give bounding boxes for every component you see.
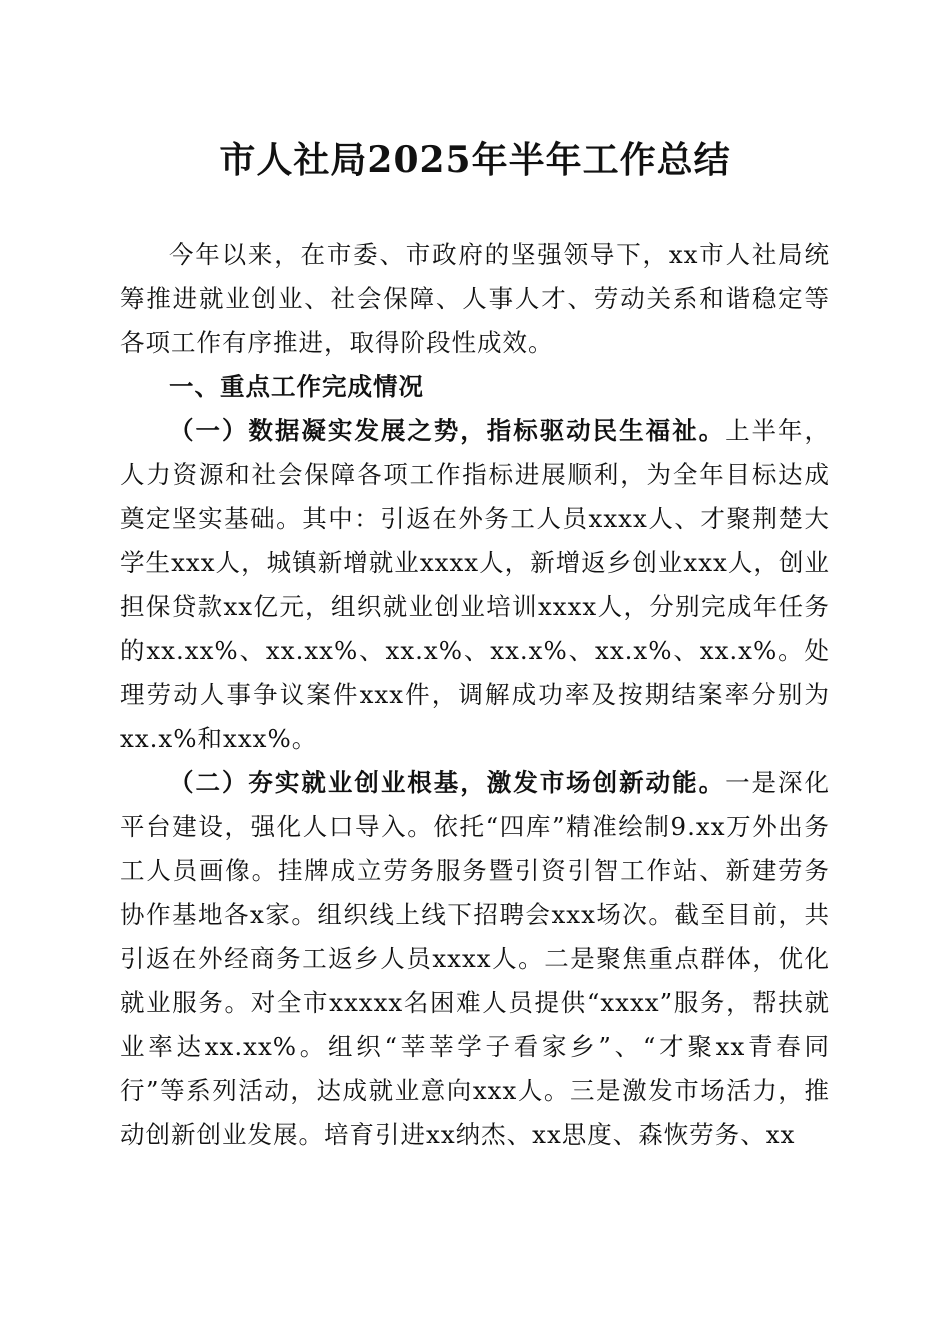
paragraph-2-text: 一是深化平台建设，强化人口导入。依托“四库”精准绘制9.xx万外出务工人员画像。挂牌成立劳务服务暨引资引智工作站、新建劳务协作基地各x家。组织线上线下招聘会xxx场次。截至目前，共引返在外经商务工返乡人员xxxx人。二是聚焦重点群体，优化就业服务。对全市xxxxx名困难人员提供“xxxx”服务，帮扶就业率达xx.xx%。组织“莘莘学子看家乡”、“才聚xx青春同行”等系列活动，达成就业意向xxx人。三是激发市场活力，推动创新创业发展。培育引进xx纳杰、xx思度、森恢劳务、xx (120, 768, 830, 1149)
document-title: 市人社局2025年半年工作总结 (219, 139, 731, 181)
paragraph-2-lead: （二）夯实就业创业根基，激发市场创新动能。 (169, 768, 726, 797)
section-heading: 一、重点工作完成情况 (169, 372, 424, 401)
intro-paragraph: 今年以来，在市委、市政府的坚强领导下，xx市人社局统筹推进就业创业、社会保障、人事人才、劳动关系和谐稳定等各项工作有序推进，取得阶段性成效。 (120, 240, 830, 357)
document-body (120, 233, 830, 1157)
paragraph-1-lead: （一）数据凝实发展之势，指标驱动民生福祉。 (169, 416, 726, 445)
paragraph-1-text: 上半年，人力资源和社会保障各项工作指标进展顺利，为全年目标达成奠定坚实基础。其中：引返在外务工人员xxxx人、才聚荆楚大学生xxx人，城镇新增就业xxxx人，新增返乡创业xxx人，创业担保贷款xx亿元，组织就业创业培训xxxx人，分别完成年任务的xx.xx%、xx.xx%、xx.x%、xx.x%、xx.x%、xx.x%。处理劳动人事争议案件xxx件，调解成功率及按期结案率分别为xx.x%和xxx%。 (120, 416, 830, 753)
paragraph-2 (120, 761, 830, 1157)
paragraph-1 (120, 409, 830, 761)
